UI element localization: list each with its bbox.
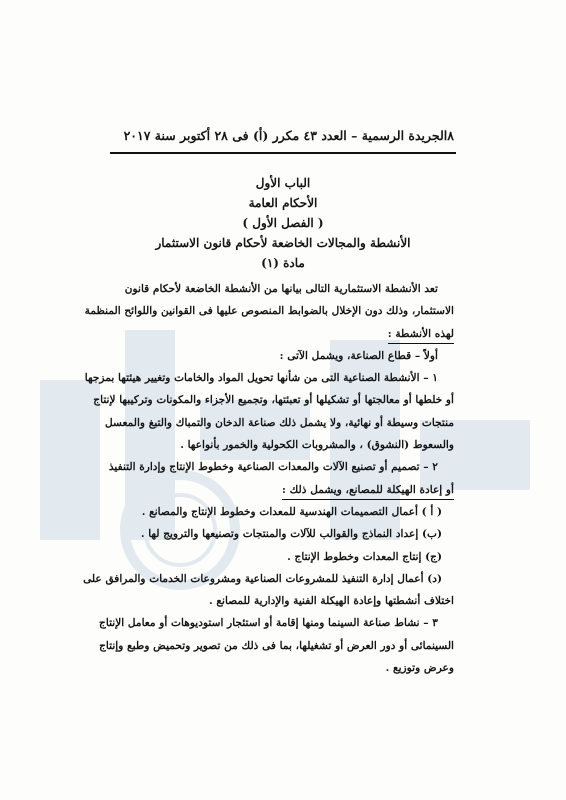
body-line: أو خلطها أو معالجتها أو تشكيلها أو تعبئتها، وتجميع الأجزاء والمكونات وتركيبها لإنتاج [93,394,454,407]
body-line: السينمائى أو دور العرض أو تشغيلها، بما فى ذلك من تصوير وتحميض وطبع وإنتاج [99,639,454,652]
body-line [120,479,454,501]
body-line: اختلاف أنشطتها وإعادة الهيكلة الفنية والإدارية للمصانع . [209,595,454,608]
body-line: ٢ – تصميم أو تصنيع الآلات والمعدات الصناعية وخطوط الإنتاج وإدارة التنفيذ [108,461,438,474]
body-line: (ج) إنتاج المعدات وخطوط الإنتاج . [287,550,442,563]
body-line: ١ – الأنشطة الصناعية التى من شأنها تحويل المواد والخامات وتغيير هيئتها بمزجها [84,372,438,385]
section-title: الأنشطة والمجالات الخاضعة لأحكام قانون الاستثمار [155,236,411,250]
page-number: ٨ [447,128,454,143]
body-line: أولاً – قطاع الصناعة، ويشمل الآتى : [279,349,438,362]
body-line [120,323,454,345]
chapter-title: الأحكام العامة [248,196,318,210]
article-body [83,278,454,679]
body-line: منتجات وسيطة أو نهائية، ولا يشمل ذلك صناعة الدخان والتمباك والتبغ والمعسل [105,416,454,429]
body-line: (ب) إعداد النماذج والقوالب للآلات والمنتجات وتصنيعها والترويج لها . [140,528,442,541]
underlined-text: أو إعادة الهيكلة للمصانع، ويشمل ذلك : [282,481,454,500]
header-rule [110,152,456,154]
body-line: (د) أعمال إدارة التنفيذ للمشروعات الصناعية ومشروعات الخدمات والمرافق على [83,572,442,585]
body-line: والسعوط (النشوق) ، والمشروبات الكحولية والخمور بأنواعها . [180,439,454,452]
body-line: ٣ – نشاط صناعة السينما ومنها إقامة أو استئجار استوديوهات أو معامل الإنتاج [99,617,438,630]
header-title: الجريدة الرسمية – العدد ٤٣ مكرر (أ) فى ٢٨ أكتوبر سنة ٢٠١٧ [123,128,448,143]
section-heading: ( الفصل الأول ) [242,216,324,230]
body-line: وعرض وتوزيع . [385,662,454,675]
body-line: الاستثمار، وذلك دون الإخلال بالضوابط المنصوص عليها فى القوانين واللوائح المنظمة [84,305,454,318]
underlined-text: لهذه الأنشطة : [388,325,454,344]
body-line: تعد الأنشطة الاستثمارية التالى بيانها من الأنشطة الخاضعة لأحكام قانون [124,283,438,295]
chapter-heading: الباب الأول [255,176,311,190]
page-header [123,128,454,143]
article-heading: مادة (١) [261,256,305,270]
body-line: ( أ ) أعمال التصميمات الهندسية للمعدات وخطوط الإنتاج والمصانع . [141,505,442,518]
